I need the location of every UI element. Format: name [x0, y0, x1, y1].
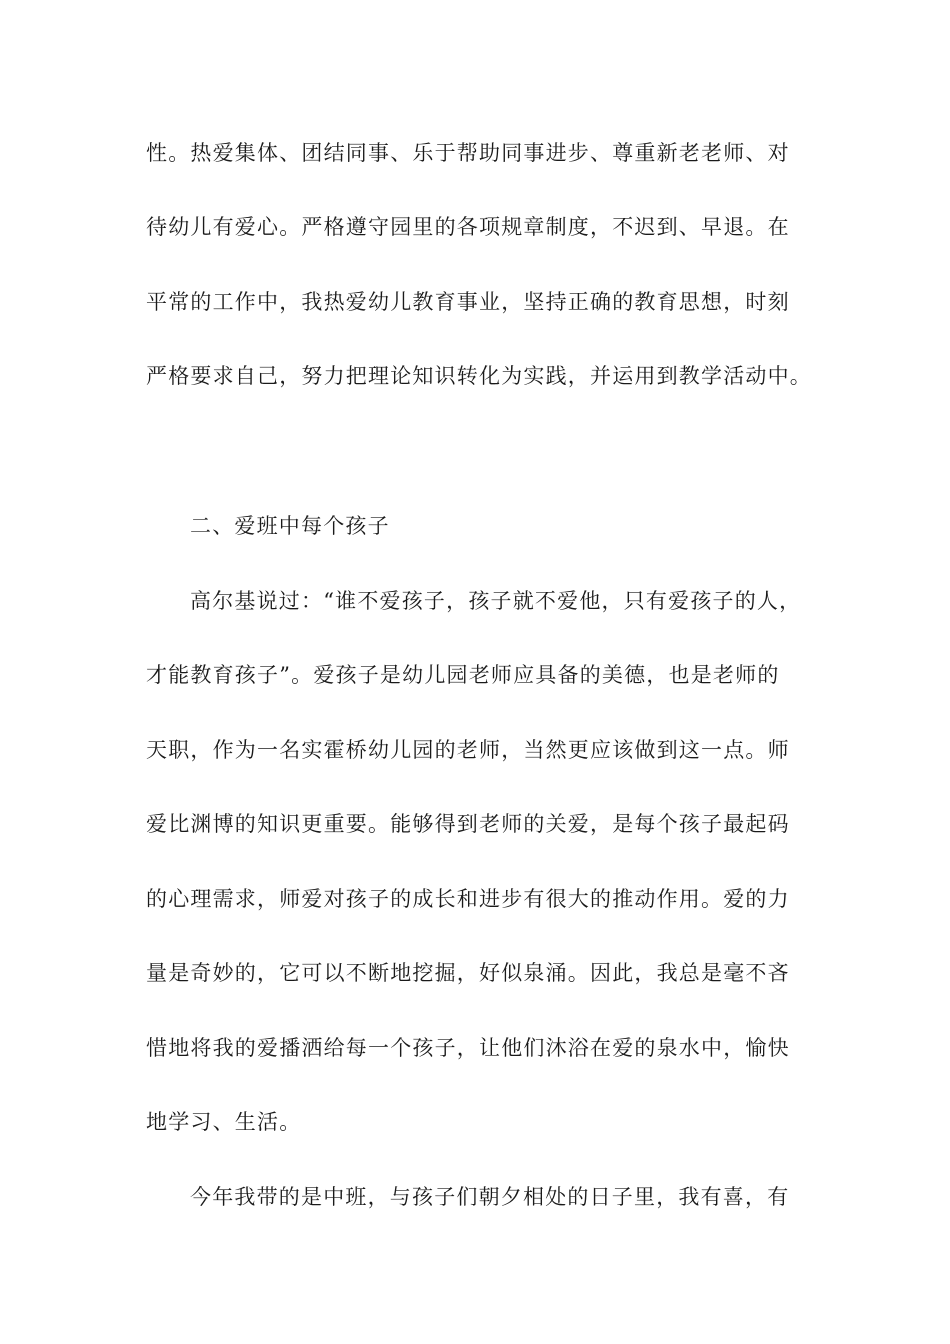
paragraph-line: 严格要求自己，努力把理论知识转化为实践，并运用到教学活动中。 [146, 364, 812, 388]
paragraph-line: 地学习、生活。 [146, 1110, 302, 1134]
paragraph-line: 性。热爱集体、团结同事、乐于帮助同事进步、尊重新老老师、对 [146, 141, 790, 165]
paragraph-line: 天职，作为一名实霍桥幼儿园的老师，当然更应该做到这一点。师 [146, 738, 790, 762]
paragraph-line: 才能教育孩子”。爱孩子是幼儿园老师应具备的美德，也是老师的 [146, 663, 780, 687]
paragraph-line: 爱比渊博的知识更重要。能够得到老师的关爱，是每个孩子最起码 [146, 812, 790, 836]
paragraph-line: 的心理需求，师爱对孩子的成长和进步有很大的推动作用。爱的力 [146, 887, 790, 911]
paragraph-line: 今年我带的是中班，与孩子们朝夕相处的日子里，我有喜，有 [190, 1185, 790, 1209]
paragraph-line: 待幼儿有爱心。严格遵守园里的各项规章制度，不迟到、早退。在 [146, 215, 790, 239]
paragraph-line: 惜地将我的爱播洒给每一个孩子，让他们沐浴在爱的泉水中，愉快 [146, 1036, 790, 1060]
paragraph-line: 高尔基说过：“谁不爱孩子，孩子就不爱他，只有爱孩子的人， [190, 589, 802, 613]
paragraph-line: 平常的工作中，我热爱幼儿教育事业，坚持正确的教育思想，时刻 [146, 290, 790, 314]
section-heading: 二、爱班中每个孩子 [190, 514, 390, 538]
paragraph-line: 量是奇妙的，它可以不断地挖掘，好似泉涌。因此，我总是毫不吝 [146, 961, 790, 985]
